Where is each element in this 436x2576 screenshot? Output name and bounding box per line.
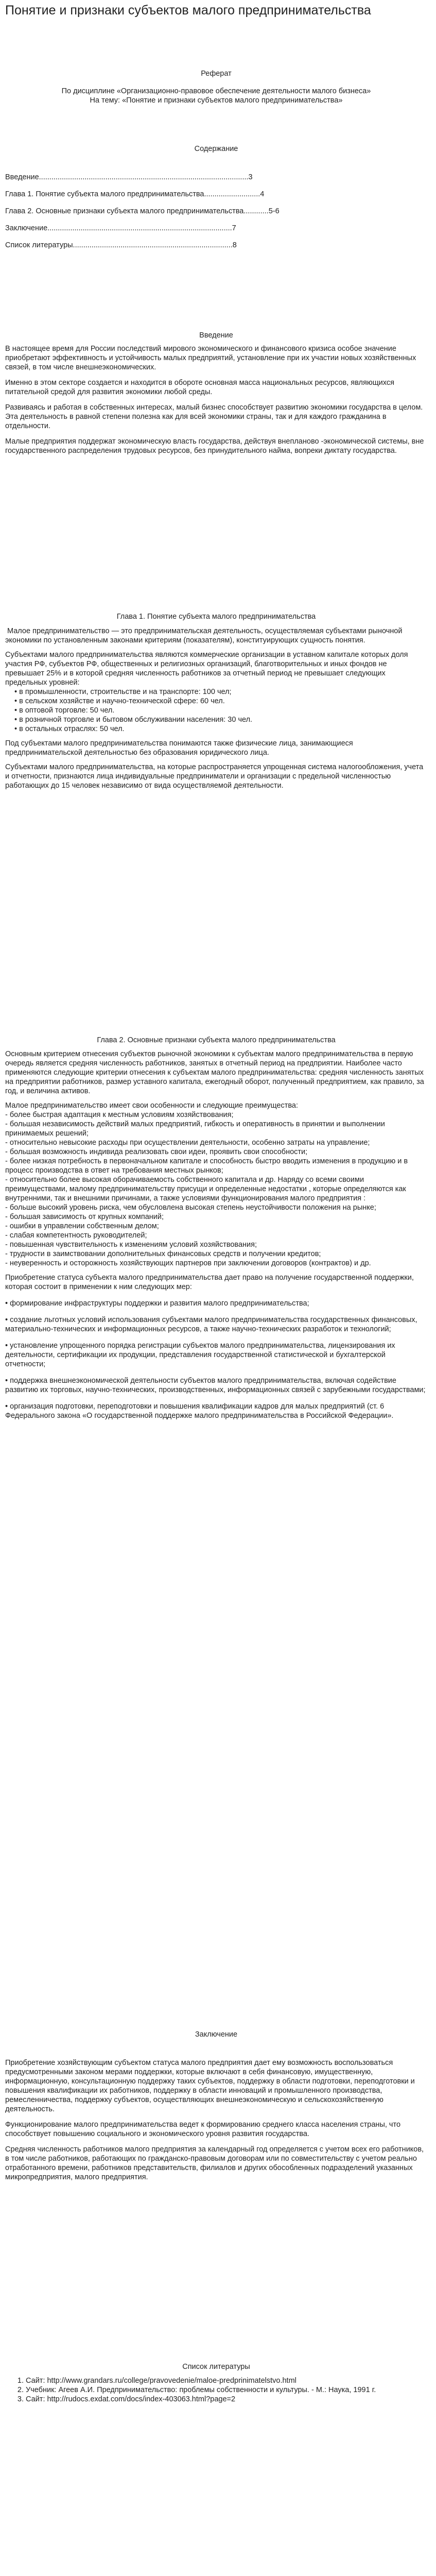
list-item: - более быстрая адаптация к местным условиям хозяйствования; — [5, 1111, 234, 1119]
chapter1-paragraph: Под субъектами малого предпринимательства понимаются также физические лица, занимающиеся предпринимательской деятельностью без образования юридического лица. — [5, 739, 353, 757]
conclusion-paragraph: Приобретение хозяйствующим субъектом статуса малого предприятия дает ему возможность воспользоваться предусмотренными законом мерами поддержки, которые включают в себя финансовую, имущественную, информационную, консультационную поддержку таких субъектов, поддержку в области подготовки, переподготовки и повышения квалификации их работников, поддержку в области инноваций и промышленного производства, ремесленничества, поддержку субъектов, осуществляющих внешнеэкономическую и сельскохозяйственную деятельность. — [5, 2059, 415, 2113]
intro-paragraph: Малые предприятия поддержат экономическую власть государства, действуя внепланово -экономической системы, вне государственного распределения трудовых ресурсов, без принудительного найма, вопреки диктату государства. — [5, 437, 424, 455]
disadvantages-list — [5, 1203, 427, 1268]
advantages-intro: Малое предпринимательство имеет свои особенности и следующие преимущества: — [5, 1101, 298, 1110]
intro-section — [5, 344, 427, 455]
list-item: • в сельском хозяйстве и научно-технической сфере: 60 чел. — [14, 697, 427, 706]
intro-paragraph: Развиваясь и работая в собственных интересах, малый бизнес способствует развитию экономики государства в целом. Эта деятельность в равной степени полезна как для всей экономики страны, так и для каждого гражданина в отдельности. — [5, 403, 423, 430]
chapter1-heading: Глава 1. Понятие субъекта малого предпринимательства — [116, 613, 316, 621]
list-item: - больше высокий уровень риска, чем обусловлена высокая степень неустойчивости положения на рынке; — [5, 1204, 376, 1212]
toc-item: Глава 2. Основные признаки субъекта малого предпринимательства............5-6 — [5, 207, 280, 215]
conclusion-section — [5, 2058, 427, 2182]
chapter2-paragraph: Основным критерием отнесения субъектов рыночной экономики к субъектам малого предпринимательства в первую очередь является средняя численность работников, занятых в отчетный период на предприятии. Наиболее часто применяются следующие критерии отнесения к субъектам малого предпринимательства: средняя численность занятых на предприятии работников, размер уставного капитала, ежегодный оборот, полученный предприятием, как правило, за год, и величина активов. — [5, 1050, 424, 1095]
abstract-kind: Реферат — [201, 70, 232, 78]
list-item: - неуверенность и осторожность хозяйствующих партнеров при заключении договоров (контрактов) и др. — [5, 1259, 371, 1267]
chapter2-heading: Глава 2. Основные признаки субъекта малого предпринимательства — [97, 1036, 336, 1044]
list-item: • установление упрощенного порядка регистрации субъектов малого предпринимательства, лицензирования их деятельности, сертификации их продукции, представления государственной статистической и бухгалтерской отчетности; — [5, 1342, 395, 1368]
chapter1-paragraph: Малое предпринимательство — это предпринимательская деятельность, осуществляемая субъектами рыночной экономики по установленным законами критериям (показателям), конституирующих сущность понятия. — [5, 627, 403, 645]
toc — [5, 173, 427, 250]
list-item: - слабая компетентность руководителей; — [5, 1231, 147, 1240]
list-item: • поддержка внешнеэкономической деятельности субъектов малого предпринимательства, включая содействие развитию их торговых, научно-технических, производственных, информационных связей с зарубежными государствами; — [5, 1377, 426, 1394]
list-item: - большая зависимость от крупных компаний; — [5, 1213, 164, 1221]
chapter1-paragraph: Субъектами малого предпринимательства, на которые распространяется упрощенная система налогообложения, учета и отчетности, признаются лица индивидуальные предприниматели и организации с предельной численностью работающих до 15 человек независимо от вида осуществляемой деятельности. — [5, 763, 424, 790]
references-list — [5, 2376, 427, 2404]
toc-heading: Содержание — [194, 145, 238, 153]
list-item: • в остальных отраслях: 50 чел. — [14, 724, 427, 734]
list-item: - большая возможность индивида реализовать свои идеи, проявить свои способности; — [5, 1148, 308, 1156]
list-item: • в промышленности, строительстве и на транспорте: 100 чел; — [14, 687, 427, 697]
chapter1-paragraph: Субъектами малого предпринимательства являются коммерческие организации в уставном капитале которых доля участия РФ, субъектов РФ, общественных и религиозных организаций, благотворительных и иных фондов не превышает 25% и в которой средняя численность работников за отчетный период не превышает следующих предельных уровней: — [5, 651, 408, 687]
advantages-list — [5, 1110, 427, 1203]
topic-line: На тему: «Понятие и признаки субъектов малого предпринимательства» — [90, 96, 343, 105]
reference-item: 3. Сайт: http://rudocs.exdat.com/docs/index-403063.html?page=2 — [26, 2395, 427, 2404]
list-item: - повышенная чувствительность к изменениям условий хозяйствования; — [5, 1241, 257, 1249]
title-page — [5, 69, 427, 105]
list-item: • в розничной торговле и бытовом обслуживании населения: 30 чел. — [14, 715, 427, 724]
intro-paragraph: В настоящее время для России последствий мирового экономического и финансового кризиса особое значение приобретают эффективность и устойчивость малых предприятий, установление при их участии новых хозяйственных связей, в том числе внешнеэкономических. — [5, 345, 416, 371]
list-item: - относительно невысокие расходы при осуществлении деятельности, особенно затраты на управление; — [5, 1139, 370, 1147]
conclusion-paragraph: Функционирование малого предпринимательства ведет к формированию среднего класса населения страны, что способствует повышению социального и экономического уровня развития государства. — [5, 2121, 401, 2138]
intro-paragraph: Именно в этом секторе создается и находится в обороте основная масса национальных ресурсов, являющихся питательной средой для развития экономики любой среды. — [5, 379, 394, 396]
reference-item: 1. Сайт: http://www.grandars.ru/college/pravovedenie/maloe-predprinimatelstvo.html — [26, 2376, 427, 2385]
chapter2-section — [5, 1049, 427, 1420]
list-item: - относительно более высокая оборачиваемость собственного капитала и др. Наряду со всеми своими преимуществами, малому предпринимательству присущи и определенные недостатки , которые определяются как внутренними, так и внешними причинами, а также условиями функционирования малого предприятия : — [5, 1176, 406, 1202]
list-item: • в оптовой торговле: 50 чел. — [14, 706, 427, 715]
toc-item: Глава 1. Понятие субъекта малого предпринимательства...........................4 — [5, 190, 265, 198]
references-heading: Список литературы — [182, 2363, 250, 2371]
toc-item: Введение.....................................................................................................3 — [5, 173, 253, 181]
list-item: • организация подготовки, переподготовки и повышения квалификации кадров для малых предприятий (ст. 6 Федерального закона «О государственной поддержке малого предпринимательства в Российской Федерации». — [5, 1402, 394, 1420]
list-item: - большая независимость действий малых предприятий, гибкость и оперативность в принятии и выполнении принимаемых решений; — [5, 1120, 385, 1138]
references-section — [5, 2376, 427, 2404]
toc-item: Список литературы.............................................................................8 — [5, 241, 237, 249]
support-measures-list — [5, 1299, 427, 1420]
list-item: • формирование инфраструктуры поддержки и развития малого предпринимательства; — [5, 1299, 309, 1308]
conclusion-paragraph: Средняя численность работников малого предприятия за календарный год определяется с учетом всех его работников, в том числе работников, работающих по гражданско-правовым договорам или по совместительству с учетом реально отработанного времени, работников представительств, филиалов и других обособленных подразделений указанных микропредприятия, малого предприятия. — [5, 2145, 424, 2181]
toc-item: Заключение.........................................................................................7 — [5, 224, 236, 232]
staff-limits-list — [5, 687, 427, 734]
list-item: - более низкая потребность в первоначальном капитале и способность быстро вводить изменения в продукцию и в процесс производства в ответ на требования местных рынков; — [5, 1157, 408, 1175]
document-title: Понятие и признаки субъектов малого предпринимательства — [5, 3, 371, 18]
list-item: - ошибки в управлении собственным делом; — [5, 1222, 159, 1230]
intro-heading: Введение — [199, 331, 233, 340]
list-item: • создание льготных условий использования субъектами малого предпринимательства государственных финансовых, материально-технических и информационных ресурсов, а также научно-технических разработок и технологий; — [5, 1316, 417, 1333]
chapter2-paragraph: Приобретение статуса субъекта малого предпринимательства дает право на получение государственной поддержки, которая состоит в применении к ним следующих мер: — [5, 1274, 414, 1291]
list-item: - трудности в заимствовании дополнительных финансовых средств и получении кредитов; — [5, 1250, 321, 1258]
discipline-line: По дисциплине «Организационно-правовое обеспечение деятельности малого бизнеса» — [61, 87, 371, 95]
conclusion-heading: Заключение — [195, 2030, 238, 2039]
chapter1-section — [5, 626, 427, 790]
reference-item: 2. Учебник: Агеев А.И. Предпринимательство: проблемы собственности и культуры. - М.: Наука, 1991 г. — [26, 2385, 427, 2395]
